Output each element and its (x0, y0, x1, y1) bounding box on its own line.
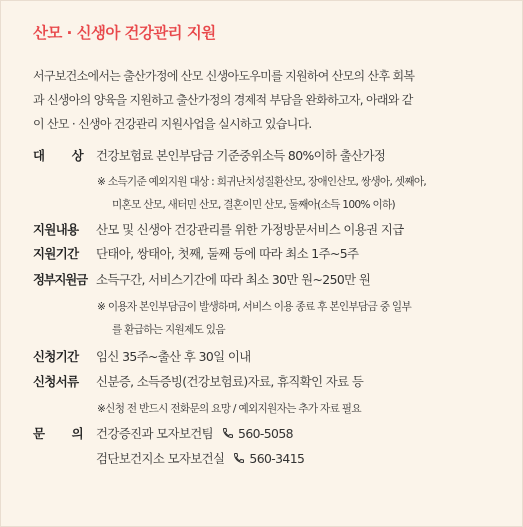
gov-support-note-1: ※ 이용자 본인부담금이 발생하며, 서비스 이용 종료 후 본인부담금 중 일부 (97, 301, 411, 313)
apply-docs-label: 신청서류 (33, 374, 79, 389)
content-label: 지원내용 (33, 222, 79, 237)
period-value: 단태아, 쌍태아, 첫째, 둘째 등에 따라 최소 1주~5주 (96, 246, 359, 261)
target-note-2: 미혼모 산모, 새터민 산모, 결혼이민 산모, 둘째아(소득 100% 이하) (112, 199, 395, 211)
inquiry-contact-2-phone: 560-3415 (249, 450, 305, 466)
intro-line-1: 서구보건소에서는 출산가정에 산모 신생아도우미를 지원하여 산모의 산후 회복 (33, 69, 415, 83)
phone-icon (222, 427, 234, 439)
target-label-b: 상 (71, 148, 83, 163)
intro-line-2: 과 신생아의 양육을 지원하고 출산가정의 경제적 부담을 완화하고자, 아래와 같 (33, 93, 413, 107)
inquiry-contact-2-name: 검단보건지소 모자보건실 (96, 451, 225, 466)
inquiry-contact-1-name: 건강증진과 모자보건팀 (96, 426, 214, 441)
inquiry-contact-2 (96, 449, 304, 467)
inquiry-label-a: 문 (33, 426, 45, 441)
intro-paragraph (33, 64, 503, 136)
apply-docs-value: 신분증, 소득증빙(건강보험료)자료, 휴직확인 자료 등 (96, 374, 364, 389)
apply-docs-note: ※신청 전 반드시 전화문의 요망 / 예외지원자는 추가 자료 필요 (97, 403, 361, 415)
page-title: 산모 · 신생아 건강관리 지원 (33, 24, 216, 42)
inquiry-label (33, 424, 83, 442)
inquiry-label-b: 의 (71, 426, 83, 441)
gov-support-label: 정부지원금 (33, 272, 87, 287)
target-note-1: ※ 소득기준 예외지원 대상 : 희귀난치성질환산모, 장애인산모, 쌍생아, 셋째아, (97, 176, 427, 188)
gov-support-note-2: 를 환급하는 지원제도 있음 (112, 324, 225, 336)
inquiry-contact-1-phone: 560-5058 (238, 425, 293, 441)
period-label: 지원기간 (33, 246, 79, 261)
gov-support-value: 소득구간, 서비스기간에 따라 최소 30만 원~250만 원 (96, 272, 371, 287)
inquiry-contact-1 (96, 424, 293, 442)
intro-line-3: 이 산모 · 신생아 건강관리 지원사업을 실시하고 있습니다. (33, 117, 312, 131)
target-label (33, 146, 83, 164)
target-value: 건강보험료 본인부담금 기준중위소득 80%이하 출산가정 (96, 148, 386, 163)
phone-icon (233, 452, 245, 464)
apply-period-value: 임신 35주~출산 후 30일 이내 (96, 349, 251, 364)
content-value: 산모 및 신생아 건강관리를 위한 가정방문서비스 이용권 지급 (96, 222, 404, 237)
apply-period-label: 신청기간 (33, 349, 79, 364)
target-label-a: 대 (33, 148, 45, 163)
